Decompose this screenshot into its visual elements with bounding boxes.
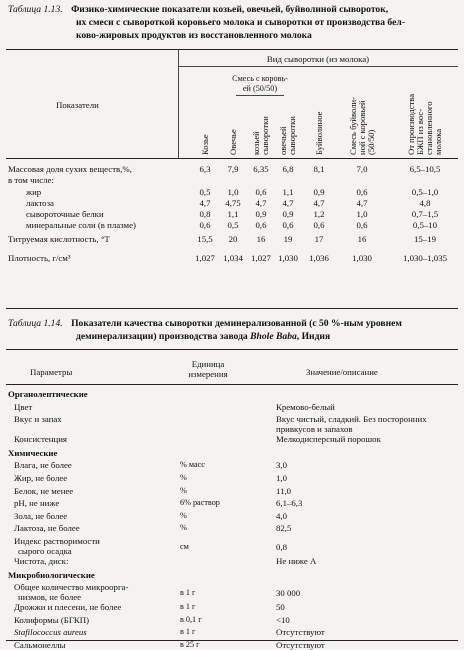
t114-header-rule (6, 384, 458, 385)
t114-unit: в 1 г (180, 602, 196, 612)
t114-param: Консистенция (14, 434, 67, 445)
t114-value: 82,5 (276, 523, 292, 534)
t113-cell: 16 (256, 234, 266, 244)
t114-param: Колиформы (БГКП) (14, 614, 90, 625)
t113-row-label: Плотность, г/см³ (8, 253, 71, 263)
t114-param: Белок, не менее (14, 485, 74, 496)
t114-param: Вкус и запах (14, 414, 62, 425)
t114-param: Сальмонеллы (14, 640, 66, 650)
t113-cell: 4,7 (356, 198, 368, 208)
t113-column-header: козьей (251, 131, 261, 155)
t113-cell: 8,1 (313, 164, 325, 174)
t113-header-divider (178, 49, 179, 158)
t113-column-group: Вид сыворотки (из молока) (266, 54, 370, 64)
t113-cell: 6,8 (282, 164, 294, 174)
t113-column-header: ной с коровьей (356, 100, 367, 155)
t113-cell: 1,2 (313, 209, 325, 219)
t113-column-header: становленного (424, 101, 434, 155)
t113-cell: 1,0 (227, 187, 239, 197)
t113-cell: 1,030 (352, 253, 372, 263)
t113-column-header: Смесь буйволи- (347, 97, 358, 155)
t114-value: <10 (276, 614, 290, 625)
t113-row-label: в том числе: (8, 175, 54, 185)
t113-cell: 4,7 (282, 198, 294, 208)
t114-param: Чистота, диск: (14, 556, 69, 566)
t113-cell: 0,6 (255, 220, 267, 230)
caption-line-1: Физико-химические показатели козьей, овечьей, буйволиной сывороток, (71, 4, 389, 15)
t113-cell: 0,6 (199, 220, 211, 230)
t114-param-header: Параметры (30, 367, 73, 377)
t113-cell: 0,9 (282, 209, 294, 219)
t114-value: 30 000 (276, 588, 301, 599)
t113-cell: 15,5 (197, 234, 213, 244)
t113-row-label: лактоза (26, 198, 54, 208)
t113-cell: 1,030–1,035 (403, 253, 447, 263)
t114-unit-header: Единица измерения (188, 359, 228, 379)
t113-cell: 0,6 (356, 187, 368, 197)
t114-unit: % (180, 510, 187, 520)
t114-unit: % (180, 485, 187, 495)
t113-cell: 15–19 (414, 234, 436, 244)
t113-column-header: Буйволиное (313, 111, 324, 155)
t113-cell: 6,35 (253, 164, 269, 174)
t114-value: Кремово-белый (276, 401, 335, 412)
t114-unit: в 0,1 г (180, 614, 202, 624)
t113-column-header: От производства (406, 93, 416, 155)
t113-row-label: Титруемая кислотность, °Т (8, 234, 110, 244)
table-1-14-caption-line-2: деминерализации) производства завода Bhole Baba, Индия (76, 331, 331, 342)
t113-cell: 6,3 (199, 164, 211, 174)
t114-value: 3,0 (276, 460, 287, 471)
caption-label: Таблица 1.13. (8, 4, 63, 15)
t113-column-header: овечьей (278, 126, 288, 155)
t114-unit: % масс (180, 460, 205, 470)
t114-unit: 6% раствор (180, 498, 220, 508)
t113-cell: 4,7 (199, 198, 211, 208)
t114-unit: в 1 г (180, 588, 196, 598)
t113-column-header: сыворотки (260, 116, 270, 155)
t114-value: Не ниже А (276, 556, 317, 566)
t114-param: Stafilococcus aureus (14, 627, 87, 638)
t113-column-header: молока (433, 128, 443, 155)
t113-cell: 0,5–1,0 (411, 187, 439, 197)
t114-bottom-rule (6, 640, 458, 641)
t113-cell: 7,9 (227, 164, 239, 174)
t114-value: 11,0 (276, 485, 292, 496)
t114-value: Отсутствуют (276, 640, 325, 650)
t113-cell: 4,7 (313, 198, 325, 208)
t113-column-header: (50/50) (365, 129, 376, 155)
t114-param: Цвет (14, 401, 33, 412)
t113-cell: 1,030 (278, 253, 298, 263)
t114-top-rule (6, 349, 458, 350)
t113-top-rule (6, 49, 458, 50)
t114-value: 1,0 (276, 473, 287, 483)
t113-cell: 17 (314, 234, 324, 244)
t113-header-rule (6, 158, 458, 159)
t114-unit: см (180, 542, 189, 551)
t113-group-rule (178, 66, 458, 67)
t113-cell: 20 (228, 234, 238, 244)
t113-cell: 0,5 (199, 187, 211, 197)
t113-cell: 16 (357, 234, 367, 244)
t113-cell: 6,5–10,5 (409, 164, 441, 174)
t113-column-header: Овечье (227, 129, 238, 155)
t114-unit: % (180, 523, 187, 533)
t113-subgroup-rule (236, 95, 284, 96)
t113-cell: 7,0 (356, 164, 368, 174)
t113-cell: 19 (283, 234, 293, 244)
t113-cell: 0,7–1,5 (411, 209, 439, 219)
t113-cell: 0,6 (255, 187, 267, 197)
t114-value: Мелкодисперсный порошок (276, 434, 381, 445)
t114-param: Лактоза, не более (14, 523, 80, 534)
t114-param: Индекс растворимости сырого осадка (14, 536, 100, 556)
t113-cell: 0,5–10 (412, 220, 438, 230)
t114-value: 4,0 (276, 510, 287, 521)
t113-cell: 1,1 (282, 187, 294, 197)
t113-cell: 1,027 (195, 253, 215, 263)
t114-param: Зола, не более (14, 510, 68, 521)
t113-cell: 0,6 (356, 220, 368, 230)
table-1-14-caption: Таблица 1.14. Показатели качества сыворотки деминерализованной (с 50 %-ным уровнем (8, 318, 402, 329)
t113-cell: 1,1 (227, 209, 239, 219)
t114-unit: % (180, 473, 187, 482)
t114-param: Общее количество микроорга- низмов, не более (14, 582, 129, 603)
t113-cell: 0,8 (199, 209, 211, 219)
t113-cell: 1,0 (356, 209, 368, 219)
t114-value: 0,8 (276, 542, 287, 552)
t113-subgroup-header: Смесь с коровь- ей (50/50) (232, 74, 288, 93)
t114-value: 6,1–6,3 (276, 498, 303, 509)
t114-param: Влага, не более (14, 460, 72, 471)
t113-cell: 0,9 (255, 209, 267, 219)
t114-unit: в 1 г (180, 627, 196, 637)
t113-column-header: БЖП из вос- (415, 108, 425, 155)
t113-column-header: сыворотки (287, 116, 297, 155)
t113-row-label: минеральные соли (в плазме) (26, 220, 136, 230)
t113-row-label: жир (26, 187, 42, 197)
t114-param: Жир, не более (14, 473, 68, 483)
t113-row-label: сывороточные белки (26, 209, 104, 219)
t113-cell: 4,8 (419, 198, 431, 208)
t114-value: Отсутствуют (276, 627, 325, 638)
caption-line-3: ково-жировых продуктов из восстановленного молока (76, 30, 312, 41)
t113-cell: 4,75 (225, 198, 241, 208)
caption-line-2: их смеси с сывороткой коровьего молока и сыворотки от производства бел- (76, 17, 405, 28)
t114-section-heading: Химические (8, 447, 58, 458)
t113-row-label: Массовая доля сухих веществ,%, (8, 164, 132, 174)
t114-section-heading: Микробиологические (8, 569, 95, 580)
t113-cell: 1,034 (223, 253, 243, 263)
table-1-13-caption (8, 4, 388, 16)
t113-bottom-rule (6, 308, 458, 309)
t113-row-header: Показатели (56, 100, 99, 110)
t113-cell: 0,9 (313, 187, 325, 197)
t113-cell: 1,036 (309, 253, 329, 263)
t114-param: Дрожжи и плесени, не более (14, 602, 122, 613)
t114-value: Вкус чистый, сладкий. Без посторонних привкусов и запахов (276, 414, 427, 435)
t114-section-heading: Органолептические (8, 389, 88, 399)
t113-cell: 4,7 (255, 198, 267, 208)
t114-param: pH, не ниже (14, 498, 60, 509)
t114-value-header: Значение/описание (306, 367, 378, 377)
t113-cell: 0,6 (282, 220, 294, 230)
t113-column-header: Козье (199, 134, 210, 155)
t113-cell: 1,027 (251, 253, 271, 263)
t113-cell: 0,5 (227, 220, 239, 230)
t113-cell: 0,6 (313, 220, 325, 230)
t114-unit: в 25 г (180, 640, 200, 649)
t114-value: 50 (276, 602, 285, 613)
